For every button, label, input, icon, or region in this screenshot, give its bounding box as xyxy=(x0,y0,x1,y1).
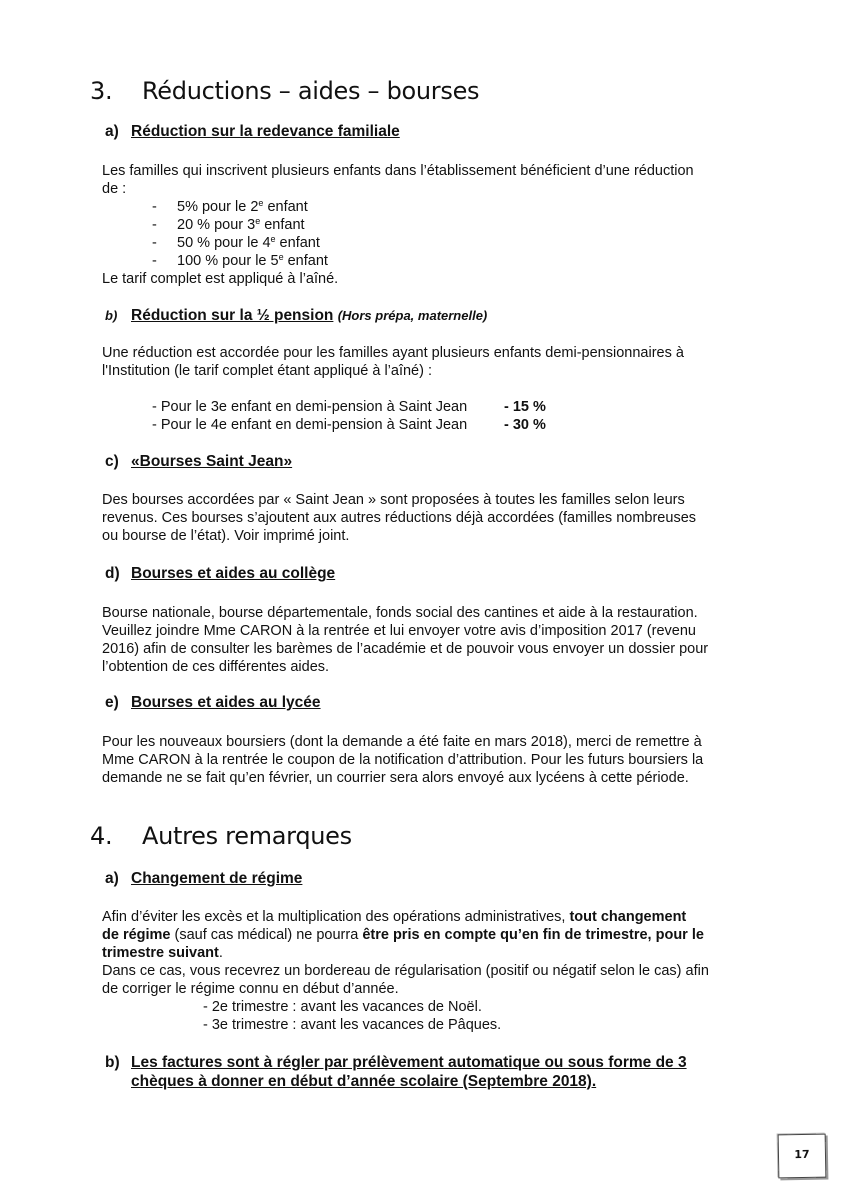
section-3-heading xyxy=(90,77,479,105)
text-line: Mme CARON à la rentrée le coupon de la notification d’attribution. Pour les futurs boursiers la xyxy=(102,752,704,768)
subsection-title-line: Les factures sont à régler par prélèvement automatique ou sous forme de 3 xyxy=(131,1054,687,1071)
text-line: Bourse nationale, bourse départementale, fonds social des cantines et aide à la restauration. xyxy=(102,605,698,621)
text-line: revenus. Ces bourses s’ajoutent aux autres réductions déjà accordées (familles nombreuses xyxy=(102,510,697,526)
subsection-title: Bourses et aides au collège xyxy=(131,565,336,582)
section-title: Autres remarques xyxy=(142,822,352,850)
text-line: de régime (sauf cas médical) ne pourra être pris en compte qu’en fin de trimestre, pour le xyxy=(102,927,704,943)
list-item: - 2e trimestre : avant les vacances de Noël. xyxy=(203,999,482,1015)
section-4-heading xyxy=(90,822,352,850)
text-line: l’obtention de ces différentes aides. xyxy=(102,659,330,675)
paragraph-3d xyxy=(102,604,748,676)
reduction-row: - Pour le 3e enfant en demi-pension à Saint Jean - 15 % xyxy=(152,399,546,415)
text-line: de : xyxy=(102,181,127,197)
subsection-letter: e) xyxy=(105,694,119,711)
paragraph-3a-intro xyxy=(102,162,748,198)
text-line: Les familles qui inscrivent plusieurs enfants dans l’établissement bénéficient d’une réduction xyxy=(102,163,694,179)
subsection-3d-heading xyxy=(105,565,335,583)
subsection-title: Réduction sur la redevance familiale xyxy=(131,123,400,140)
subsection-title: «Bourses Saint Jean» xyxy=(131,453,293,470)
list-item: - 3e trimestre : avant les vacances de Pâques. xyxy=(203,1017,502,1033)
subsection-title: Bourses et aides au lycée xyxy=(131,694,321,711)
text-line: Une réduction est accordée pour les familles ayant plusieurs enfants demi-pensionnaires à xyxy=(102,345,684,361)
text-line: Des bourses accordées par « Saint Jean » sont proposées à toutes les familles selon leurs xyxy=(102,492,685,508)
paragraph-4a xyxy=(102,908,748,998)
text-line: Afin d’éviter les excès et la multiplication des opérations administratives, tout changement xyxy=(102,909,687,925)
text-line: Veuillez joindre Mme CARON à la rentrée et lui envoyer votre avis d’imposition 2017 (revenu xyxy=(102,623,696,639)
paragraph-3e xyxy=(102,733,748,787)
paragraph-3c xyxy=(102,491,748,545)
page-number: 17 xyxy=(794,1147,810,1162)
subsection-4b-heading xyxy=(105,1053,687,1091)
section-number: 4. xyxy=(90,822,113,850)
text-line: Dans ce cas, vous recevrez un bordereau de régularisation (positif ou négatif selon le cas) afin xyxy=(102,963,709,979)
subsection-letter: d) xyxy=(105,565,120,582)
subsection-3e-heading xyxy=(105,694,321,712)
list-item: - 100 % pour le 5e enfant xyxy=(152,252,328,269)
subsection-title-line: chèques à donner en début d’année scolaire (Septembre 2018). xyxy=(131,1073,597,1090)
subsection-4a-heading xyxy=(105,870,302,888)
section-title: Réductions – aides – bourses xyxy=(142,77,480,105)
text-line: Pour les nouveaux boursiers (dont la demande a été faite en mars 2018), merci de remettre à xyxy=(102,734,702,750)
subsection-3b-heading xyxy=(105,307,487,325)
subsection-3c-heading xyxy=(105,453,292,471)
subsection-letter: c) xyxy=(105,453,119,470)
subsection-title: Réduction sur la ½ pension xyxy=(131,307,334,324)
text-line: trimestre suivant. xyxy=(102,945,223,961)
list-item: - 20 % pour 3e enfant xyxy=(152,216,305,233)
subsection-letter: a) xyxy=(105,870,119,887)
list-item: - 50 % pour le 4e enfant xyxy=(152,234,320,251)
text-line: demande ne se fait qu’en février, un courrier sera alors envoyé aux lycéens à cette période. xyxy=(102,770,689,786)
subsection-note: (Hors prépa, maternelle) xyxy=(337,308,488,323)
page-number-box xyxy=(778,1134,827,1179)
subsection-letter: b) xyxy=(105,308,118,323)
subsection-title: Changement de régime xyxy=(131,870,303,887)
paragraph-3b xyxy=(102,344,748,380)
subsection-letter: b) xyxy=(105,1054,120,1071)
text-line: Le tarif complet est appliqué à l’aîné. xyxy=(102,271,339,287)
section-number: 3. xyxy=(90,77,113,105)
text-line: de corriger le régime connu en début d’année. xyxy=(102,981,399,997)
text-line: l'Institution (le tarif complet étant appliqué à l’aîné) : xyxy=(102,363,433,379)
paragraph-3a-outro xyxy=(102,270,748,288)
text-line: 2016) afin de consulter les barèmes de l’académie et de pouvoir vous envoyer un dossier pour xyxy=(102,641,709,657)
subsection-3a-heading xyxy=(105,123,400,141)
subsection-letter: a) xyxy=(105,123,119,140)
list-item: - 5% pour le 2e enfant xyxy=(152,198,308,215)
text-line: ou bourse de l’état). Voir imprimé joint. xyxy=(102,528,350,544)
reduction-row: - Pour le 4e enfant en demi-pension à Saint Jean - 30 % xyxy=(152,417,546,433)
